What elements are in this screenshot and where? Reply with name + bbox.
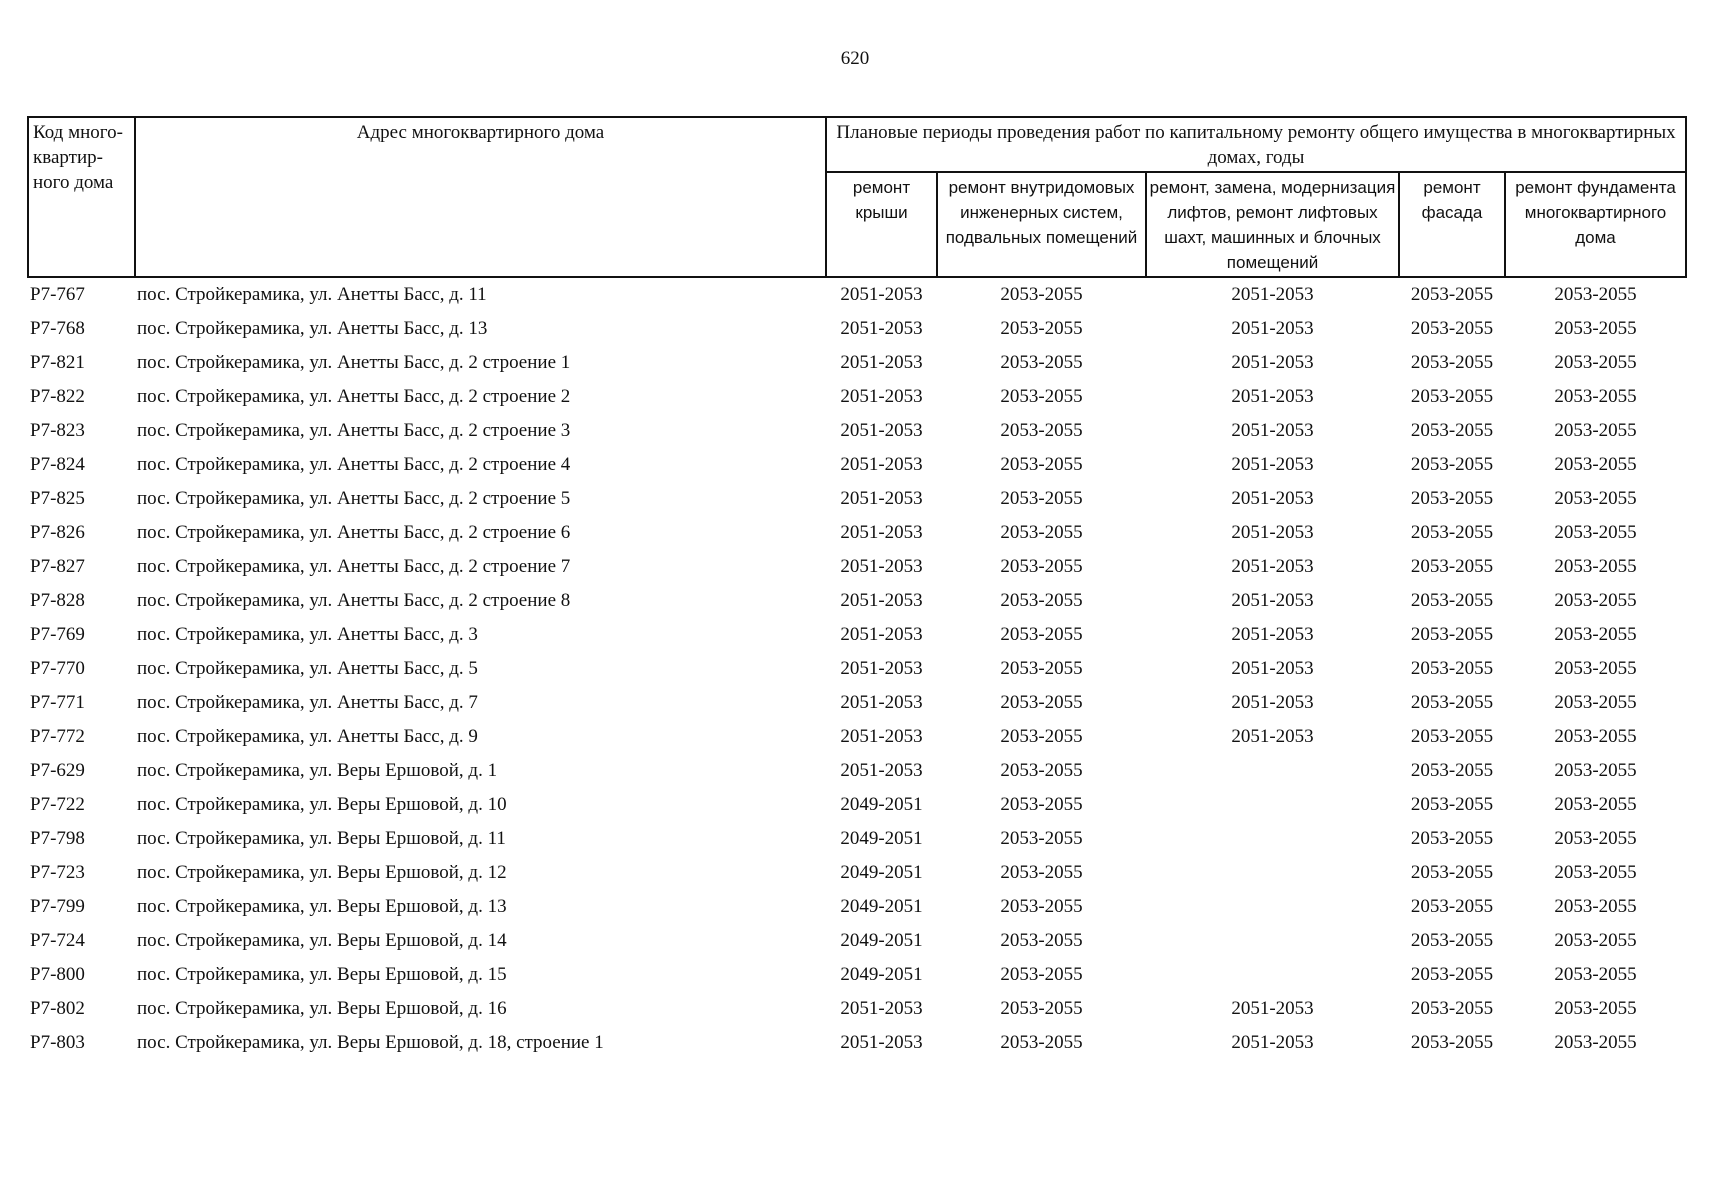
cell-facade: 2053-2055 <box>1410 998 1494 1019</box>
table-row <box>28 890 1686 924</box>
cell-foundation: 2053-2055 <box>1554 896 1637 917</box>
cell-roof: 2051-2053 <box>840 454 923 475</box>
cell-address: пос. Стройкерамика, ул. Анетты Басс, д. 5 <box>137 658 478 679</box>
cell-code: Р7-800 <box>30 964 85 985</box>
table-row <box>28 584 1686 618</box>
table-header <box>28 117 1686 277</box>
cell-code: Р7-769 <box>30 624 85 645</box>
cell-code: Р7-629 <box>30 760 85 781</box>
cell-code: Р7-724 <box>30 930 85 951</box>
table-row <box>28 720 1686 754</box>
cell-systems: 2053-2055 <box>1000 420 1083 441</box>
cell-systems: 2053-2055 <box>1000 318 1083 339</box>
cell-foundation: 2053-2055 <box>1554 794 1637 815</box>
header-systems: ремонт внутридомовых инженерных систем, подвальных помещений <box>937 172 1146 277</box>
cell-roof: 2051-2053 <box>840 998 923 1019</box>
table-row <box>28 958 1686 992</box>
table-row <box>28 822 1686 856</box>
cell-systems: 2053-2055 <box>1000 590 1083 611</box>
cell-lifts <box>1146 754 1399 788</box>
cell-facade: 2053-2055 <box>1410 828 1494 849</box>
cell-code: Р7-723 <box>30 862 85 883</box>
cell-systems: 2053-2055 <box>1000 454 1083 475</box>
cell-facade: 2053-2055 <box>1410 896 1494 917</box>
cell-address: пос. Стройкерамика, ул. Веры Ершовой, д. 14 <box>137 930 507 951</box>
table-body <box>28 277 1686 1060</box>
cell-facade: 2053-2055 <box>1410 658 1494 679</box>
cell-address: пос. Стройкерамика, ул. Анетты Басс, д. 9 <box>137 726 478 747</box>
cell-roof: 2051-2053 <box>840 420 923 441</box>
cell-lifts: 2051-2053 <box>1231 624 1314 645</box>
cell-code: Р7-772 <box>30 726 85 747</box>
cell-address: пос. Стройкерамика, ул. Веры Ершовой, д. 15 <box>137 964 507 985</box>
cell-facade: 2053-2055 <box>1410 522 1494 543</box>
cell-code: Р7-768 <box>30 318 85 339</box>
cell-address: пос. Стройкерамика, ул. Анетты Басс, д. 2 строение 5 <box>137 488 571 509</box>
cell-code: Р7-823 <box>30 420 85 441</box>
cell-foundation: 2053-2055 <box>1554 556 1637 577</box>
cell-systems: 2053-2055 <box>1000 386 1083 407</box>
cell-facade: 2053-2055 <box>1410 420 1494 441</box>
cell-roof: 2051-2053 <box>840 692 923 713</box>
cell-systems: 2053-2055 <box>1000 1032 1083 1053</box>
cell-address: пос. Стройкерамика, ул. Анетты Басс, д. 2 строение 3 <box>137 420 571 441</box>
cell-address: пос. Стройкерамика, ул. Веры Ершовой, д. 12 <box>137 862 507 883</box>
cell-roof: 2049-2051 <box>840 930 923 951</box>
cell-code: Р7-770 <box>30 658 85 679</box>
cell-foundation: 2053-2055 <box>1554 420 1637 441</box>
table-row <box>28 448 1686 482</box>
cell-code: Р7-828 <box>30 590 85 611</box>
cell-lifts <box>1146 924 1399 958</box>
cell-facade: 2053-2055 <box>1410 692 1494 713</box>
cell-address: пос. Стройкерамика, ул. Анетты Басс, д. 2 строение 1 <box>137 352 571 373</box>
table-row <box>28 516 1686 550</box>
cell-lifts: 2051-2053 <box>1231 284 1314 305</box>
cell-systems: 2053-2055 <box>1000 522 1083 543</box>
cell-facade: 2053-2055 <box>1410 624 1494 645</box>
cell-systems: 2053-2055 <box>1000 692 1083 713</box>
cell-lifts: 2051-2053 <box>1231 522 1314 543</box>
cell-roof: 2051-2053 <box>840 386 923 407</box>
cell-roof: 2049-2051 <box>840 896 923 917</box>
table-row <box>28 618 1686 652</box>
cell-code: Р7-771 <box>30 692 85 713</box>
cell-roof: 2051-2053 <box>840 590 923 611</box>
cell-address: пос. Стройкерамика, ул. Веры Ершовой, д. 11 <box>137 828 506 849</box>
cell-roof: 2051-2053 <box>840 1032 923 1053</box>
cell-code: Р7-798 <box>30 828 85 849</box>
header-periods-group: Плановые периоды проведения работ по капитальному ремонту общего имущества в многоквартирных домах, годы <box>826 117 1686 172</box>
cell-address: пос. Стройкерамика, ул. Веры Ершовой, д. 18, строение 1 <box>137 1032 604 1053</box>
table-row <box>28 414 1686 448</box>
cell-facade: 2053-2055 <box>1410 964 1494 985</box>
cell-address: пос. Стройкерамика, ул. Анетты Басс, д. 13 <box>137 318 488 339</box>
header-facade: ремонт фасада <box>1399 172 1505 277</box>
cell-lifts: 2051-2053 <box>1231 352 1314 373</box>
cell-lifts: 2051-2053 <box>1231 556 1314 577</box>
cell-roof: 2051-2053 <box>840 488 923 509</box>
header-code: Код много-квартир-ного дома <box>28 117 135 277</box>
cell-foundation: 2053-2055 <box>1554 488 1637 509</box>
cell-address: пос. Стройкерамика, ул. Веры Ершовой, д. 10 <box>137 794 507 815</box>
cell-address: пос. Стройкерамика, ул. Анетты Басс, д. 2 строение 2 <box>137 386 571 407</box>
cell-foundation: 2053-2055 <box>1554 964 1637 985</box>
cell-roof: 2051-2053 <box>840 318 923 339</box>
cell-address: пос. Стройкерамика, ул. Анетты Басс, д. 2 строение 4 <box>137 454 571 475</box>
cell-facade: 2053-2055 <box>1410 862 1494 883</box>
table-row <box>28 482 1686 516</box>
cell-foundation: 2053-2055 <box>1554 318 1637 339</box>
cell-address: пос. Стройкерамика, ул. Веры Ершовой, д. 1 <box>137 760 498 781</box>
cell-lifts <box>1146 788 1399 822</box>
table-row <box>28 312 1686 346</box>
cell-roof: 2051-2053 <box>840 352 923 373</box>
table-row <box>28 788 1686 822</box>
table-row <box>28 550 1686 584</box>
header-address: Адрес многоквартирного дома <box>135 117 826 277</box>
cell-address: пос. Стройкерамика, ул. Веры Ершовой, д. 13 <box>137 896 507 917</box>
cell-code: Р7-802 <box>30 998 85 1019</box>
table-row <box>28 924 1686 958</box>
capital-repair-schedule-table <box>27 116 1687 1060</box>
cell-roof: 2051-2053 <box>840 760 923 781</box>
cell-systems: 2053-2055 <box>1000 896 1083 917</box>
cell-lifts: 2051-2053 <box>1231 420 1314 441</box>
cell-systems: 2053-2055 <box>1000 760 1083 781</box>
cell-lifts <box>1146 822 1399 856</box>
cell-systems: 2053-2055 <box>1000 284 1083 305</box>
cell-facade: 2053-2055 <box>1410 318 1494 339</box>
cell-facade: 2053-2055 <box>1410 590 1494 611</box>
cell-foundation: 2053-2055 <box>1554 454 1637 475</box>
cell-code: Р7-722 <box>30 794 85 815</box>
cell-lifts: 2051-2053 <box>1231 454 1314 475</box>
cell-lifts <box>1146 958 1399 992</box>
cell-address: пос. Стройкерамика, ул. Анетты Басс, д. 2 строение 7 <box>137 556 571 577</box>
table-row <box>28 346 1686 380</box>
cell-facade: 2053-2055 <box>1410 726 1494 747</box>
cell-foundation: 2053-2055 <box>1554 692 1637 713</box>
cell-roof: 2051-2053 <box>840 726 923 747</box>
cell-code: Р7-821 <box>30 352 85 373</box>
cell-roof: 2049-2051 <box>840 964 923 985</box>
cell-systems: 2053-2055 <box>1000 352 1083 373</box>
cell-address: пос. Стройкерамика, ул. Веры Ершовой, д. 16 <box>137 998 507 1019</box>
cell-code: Р7-827 <box>30 556 85 577</box>
cell-systems: 2053-2055 <box>1000 930 1083 951</box>
cell-lifts <box>1146 856 1399 890</box>
table-row <box>28 1026 1686 1060</box>
cell-address: пос. Стройкерамика, ул. Анетты Басс, д. 11 <box>137 284 487 305</box>
cell-foundation: 2053-2055 <box>1554 284 1637 305</box>
cell-systems: 2053-2055 <box>1000 488 1083 509</box>
cell-roof: 2049-2051 <box>840 828 923 849</box>
cell-foundation: 2053-2055 <box>1554 624 1637 645</box>
cell-address: пос. Стройкерамика, ул. Анетты Басс, д. 2 строение 6 <box>137 522 571 543</box>
cell-systems: 2053-2055 <box>1000 964 1083 985</box>
cell-address: пос. Стройкерамика, ул. Анетты Басс, д. 2 строение 8 <box>137 590 571 611</box>
header-foundation: ремонт фундамента многоквартирного дома <box>1505 172 1686 277</box>
cell-facade: 2053-2055 <box>1410 794 1494 815</box>
cell-lifts: 2051-2053 <box>1231 590 1314 611</box>
table-row <box>28 277 1686 312</box>
cell-systems: 2053-2055 <box>1000 726 1083 747</box>
cell-roof: 2051-2053 <box>840 522 923 543</box>
cell-lifts: 2051-2053 <box>1231 726 1314 747</box>
cell-facade: 2053-2055 <box>1410 556 1494 577</box>
table-row <box>28 754 1686 788</box>
cell-foundation: 2053-2055 <box>1554 658 1637 679</box>
cell-code: Р7-767 <box>30 284 85 305</box>
cell-facade: 2053-2055 <box>1410 1032 1494 1053</box>
cell-code: Р7-822 <box>30 386 85 407</box>
cell-facade: 2053-2055 <box>1410 454 1494 475</box>
cell-roof: 2049-2051 <box>840 862 923 883</box>
header-lifts: ремонт, замена, модернизация лифтов, ремонт лифтовых шахт, машинных и блочных помещений <box>1146 172 1399 277</box>
cell-foundation: 2053-2055 <box>1554 522 1637 543</box>
cell-lifts: 2051-2053 <box>1231 386 1314 407</box>
cell-facade: 2053-2055 <box>1410 386 1494 407</box>
cell-roof: 2049-2051 <box>840 794 923 815</box>
cell-lifts <box>1146 890 1399 924</box>
cell-lifts: 2051-2053 <box>1231 488 1314 509</box>
cell-code: Р7-824 <box>30 454 85 475</box>
cell-code: Р7-803 <box>30 1032 85 1053</box>
cell-systems: 2053-2055 <box>1000 624 1083 645</box>
cell-systems: 2053-2055 <box>1000 998 1083 1019</box>
cell-systems: 2053-2055 <box>1000 658 1083 679</box>
cell-lifts: 2051-2053 <box>1231 1032 1314 1053</box>
table-row <box>28 652 1686 686</box>
cell-systems: 2053-2055 <box>1000 862 1083 883</box>
table-row <box>28 856 1686 890</box>
page-number: 620 <box>840 48 870 69</box>
cell-foundation: 2053-2055 <box>1554 590 1637 611</box>
cell-code: Р7-799 <box>30 896 85 917</box>
header-roof: ремонт крыши <box>826 172 937 277</box>
cell-foundation: 2053-2055 <box>1554 828 1637 849</box>
table-row <box>28 380 1686 414</box>
cell-roof: 2051-2053 <box>840 624 923 645</box>
table-row <box>28 686 1686 720</box>
cell-systems: 2053-2055 <box>1000 556 1083 577</box>
cell-lifts: 2051-2053 <box>1231 658 1314 679</box>
cell-systems: 2053-2055 <box>1000 828 1083 849</box>
cell-address: пос. Стройкерамика, ул. Анетты Басс, д. 7 <box>137 692 478 713</box>
cell-foundation: 2053-2055 <box>1554 760 1637 781</box>
cell-roof: 2051-2053 <box>840 658 923 679</box>
cell-systems: 2053-2055 <box>1000 794 1083 815</box>
cell-foundation: 2053-2055 <box>1554 998 1637 1019</box>
cell-foundation: 2053-2055 <box>1554 352 1637 373</box>
cell-roof: 2051-2053 <box>840 556 923 577</box>
cell-facade: 2053-2055 <box>1410 760 1494 781</box>
cell-facade: 2053-2055 <box>1410 930 1494 951</box>
cell-foundation: 2053-2055 <box>1554 386 1637 407</box>
cell-lifts: 2051-2053 <box>1231 318 1314 339</box>
cell-foundation: 2053-2055 <box>1554 1032 1637 1053</box>
cell-foundation: 2053-2055 <box>1554 930 1637 951</box>
cell-code: Р7-826 <box>30 522 85 543</box>
cell-facade: 2053-2055 <box>1410 284 1494 305</box>
cell-facade: 2053-2055 <box>1410 352 1494 373</box>
cell-lifts: 2051-2053 <box>1231 998 1314 1019</box>
cell-facade: 2053-2055 <box>1410 488 1494 509</box>
table-row <box>28 992 1686 1026</box>
cell-address: пос. Стройкерамика, ул. Анетты Басс, д. 3 <box>137 624 478 645</box>
cell-foundation: 2053-2055 <box>1554 862 1637 883</box>
cell-roof: 2051-2053 <box>840 284 923 305</box>
cell-code: Р7-825 <box>30 488 85 509</box>
cell-foundation: 2053-2055 <box>1554 726 1637 747</box>
cell-lifts: 2051-2053 <box>1231 692 1314 713</box>
